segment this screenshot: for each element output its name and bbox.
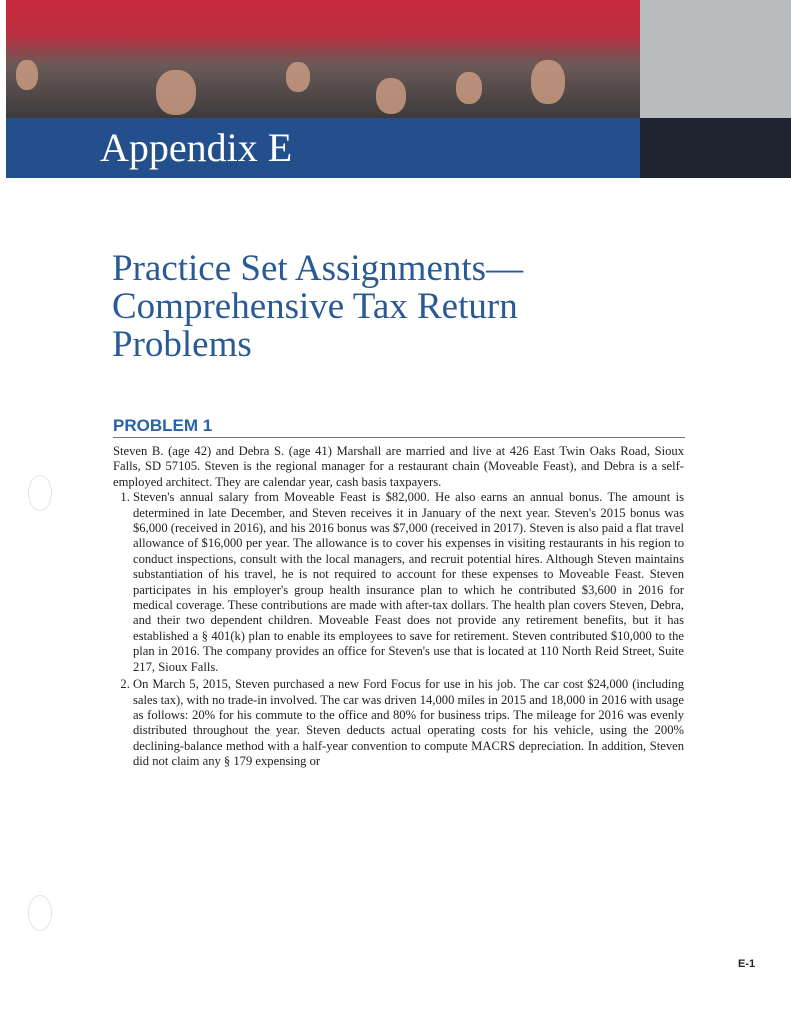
- list-item: 1. Steven's annual salary from Moveable Feast is $82,000. He also earns an annual bonus. The amount is determined in late December, and Steven receives it in January of the next year. Steven's 2015 bonus was $6,000 (received in 2016), and his 2016 bonus was $7,000 (received in 2017). Steven is also paid a flat travel allowance of $16,000 per year. The allowance is to cover his expenses in visiting restaurants in his region to conduct inspections, consult with the local managers, and recruit potential hires. Although Steven maintains substantiation of his travel, he is not required to account for these expenses to Moveable Feast. Steven participates in his employer's group health insurance plan to which he contributed $3,600 in 2016 for medical coverage. These contributions are made with after-tax dollars. The health plan covers Steven, Debra, and their two dependent children. Moveable Feast does not provide any retirement benefits, but it has established a § 401(k) plan to enable its employees to save for retirement. Steven contributed $10,000 to the plan in 2016. The company provides an office for Steven's use that is located at 110 North Reid Street, Suite 217, Sioux Falls.: [133, 490, 684, 675]
- page-number: E-1: [738, 958, 756, 970]
- appendix-label: Appendix E: [100, 125, 293, 170]
- punch-hole: [28, 475, 52, 511]
- punch-hole: [28, 895, 52, 931]
- title-line: Comprehensive Tax Return: [112, 286, 518, 327]
- list-item: 2. On March 5, 2015, Steven purchased a new Ford Focus for use in his job. The car cost $24,000 (including sales tax), with no trade-in involved. The car was driven 14,000 miles in 2015 and 18,000 in 2016 with usage as follows: 20% for his commute to the office and 80% for business trips. The mileage for 2016 was evenly distributed throughout the year. Steven deducts actual operating costs for his vehicle, using the 200% declining-balance method with a half-year convention to compute MACRS depreciation. In addition, Steven did not claim any § 179 expensing or: [133, 677, 684, 769]
- title-line: Practice Set Assignments—: [112, 248, 524, 289]
- header-navy-block: [640, 118, 791, 178]
- problem-body: [113, 444, 684, 772]
- title-line: Problems: [112, 324, 252, 365]
- section-heading: PROBLEM 1: [113, 416, 213, 435]
- divider: [113, 437, 685, 438]
- intro-paragraph: Steven B. (age 42) and Debra S. (age 41) Marshall are married and live at 426 East Twin Oaks Road, Sioux Falls, SD 57105. Steven is the regional manager for a restaurant chain (Moveable Feast), and Debra is a self-employed architect. They are calendar year, cash basis taxpayers.: [113, 444, 684, 489]
- header-gray-block: [640, 0, 791, 118]
- header-photo-collage: [6, 0, 640, 118]
- page-title: [112, 250, 523, 364]
